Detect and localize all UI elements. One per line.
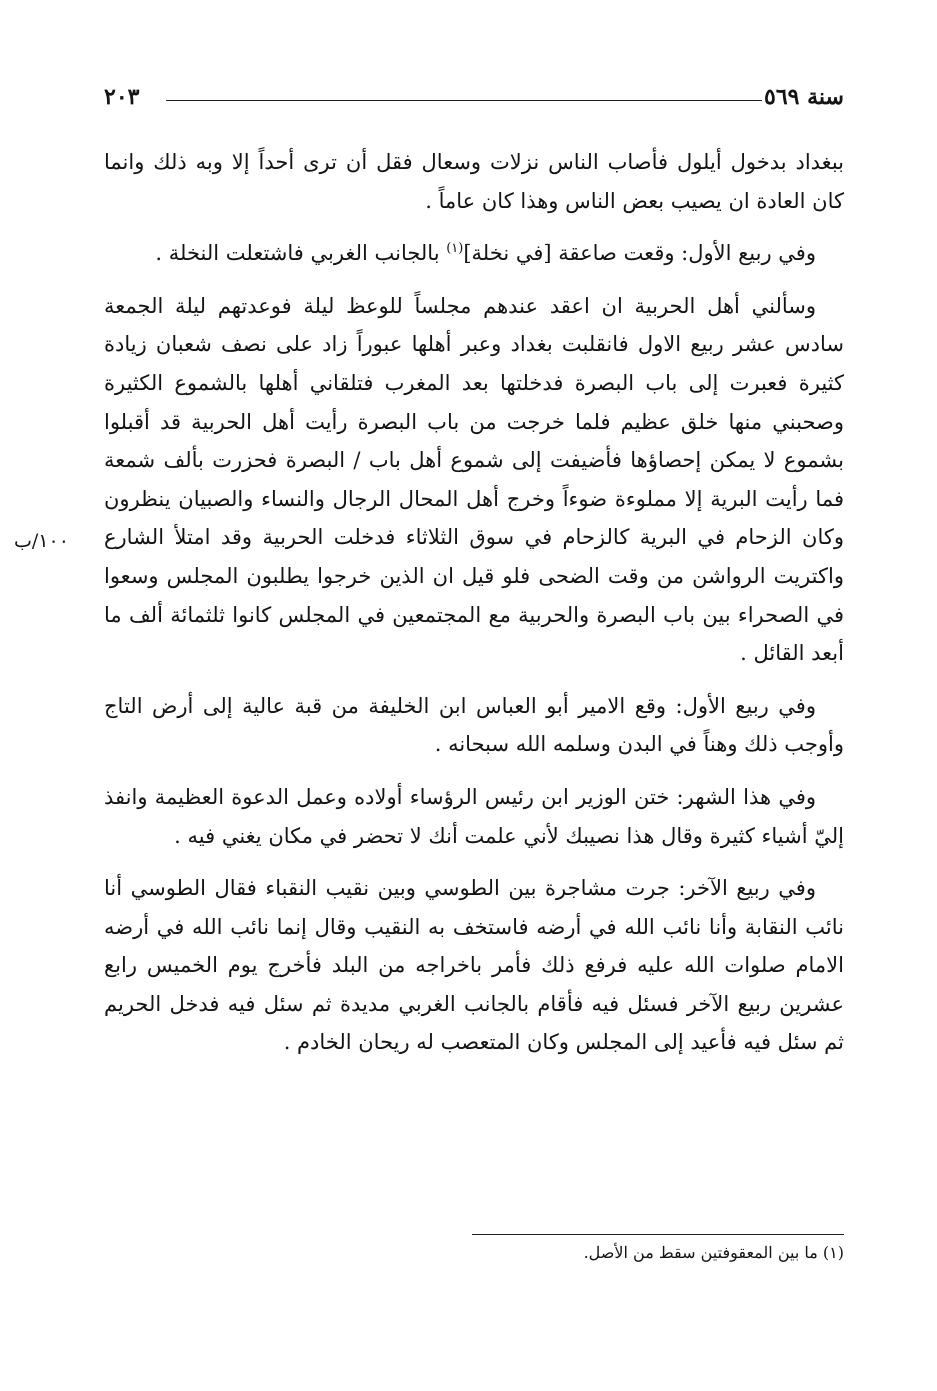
paragraph-2 — [104, 234, 844, 273]
footnote-rule — [472, 1234, 844, 1235]
paragraph-6: وفي ربيع الآخر: جرت مشاجرة بين الطوسي وبين نقيب النقباء فقال الطوسي أنا نائب النقابة وأنا نائب الله في أرضه فاستخف به النقيب وقال إنما نائب الله في أرضه الامام صلوات الله عليه فرفع ذلك فأمر باخراجه من البلد فأخرج يوم الخميس رابع عشرين ربيع الآخر فسئل فيه فأقام بالجانب الغربي مديدة ثم سئل فيه فدخل الحريم ثم سئل فيه فأعيد إلى المجلس وكان المتعصب له ريحان الخادم . — [104, 876, 844, 1055]
footnote: (١) ما بين المعقوفتين سقط من الأصل. — [583, 1243, 844, 1262]
margin-folio-note: ١٠٠/ب — [14, 530, 69, 552]
header-rule — [166, 100, 762, 101]
main-text — [104, 143, 844, 1076]
page-number: ٢٠٣ — [104, 84, 140, 110]
paragraph-5: وفي هذا الشهر: ختن الوزير ابن رئيس الرؤساء أولاده وعمل الدعوة العظيمة وانفذ إليّ أشياء كثيرة وقال هذا نصيبك لأني علمت أنك لا تحضر في مكان يغني فيه . — [104, 784, 844, 848]
paragraph-4: وفي ربيع الأول: وقع الامير أبو العباس ابن الخليفة من قبة عالية إلى أرض التاج وأوجب ذلك وهناً في البدن وسلمه الله سبحانه . — [104, 693, 844, 757]
running-header — [104, 80, 844, 114]
paragraph-2-after: بالجانب الغربي فاشتعلت النخلة . — [155, 241, 447, 266]
footnote-ref: (١) — [446, 241, 464, 257]
paragraph-1: ببغداد بدخول أيلول فأصاب الناس نزلات وسعال فقل أن ترى أحداً إلا وبه ذلك وانما كان العادة ان يصيب بعض الناس وهذا كان عاماً . — [104, 150, 844, 213]
paragraph-2-before: وفي ربيع الأول: وقعت صاعقة [في نخلة] — [463, 241, 816, 266]
header-year-title: سنة ٥٦٩ — [764, 84, 844, 110]
paragraph-3: وسألني أهل الحربية ان اعقد عندهم مجلساً للوعظ ليلة فوعدتهم ليلة الجمعة سادس عشر ربيع الاول فانقلبت بغداد وعبر أهلها عبوراً زاد على نصف شعبان زيادة كثيرة فعبرت إلى باب البصرة فدخلتها بعد المغرب فتلقاني أهلها بالشموع الكثيرة وصحبني منها خلق عظيم فلما خرجت من باب البصرة رأيت أهل الحربية قد أقبلوا بشموع لا يمكن إحصاؤها فأضيفت إلى شموع أهل باب / البصرة فحزرت بألف شمعة فما رأيت البرية إلا مملوءة ضوءاً وخرج أهل المحال الرجال والنساء والصبيان ينظرون وكان الزحام في البرية كالزحام في سوق الثلاثاء فدخلت الحربية وقد امتلأ الشارع واكتريت الرواشن من وقت الضحى فلو قيل ان الذين خرجوا يطلبون المجلس وسعوا في الصحراء بين باب البصرة والحربية مع المجتمعين في المجلس كانوا ثلثمائة ألف ما أبعد القائل . — [104, 293, 844, 666]
